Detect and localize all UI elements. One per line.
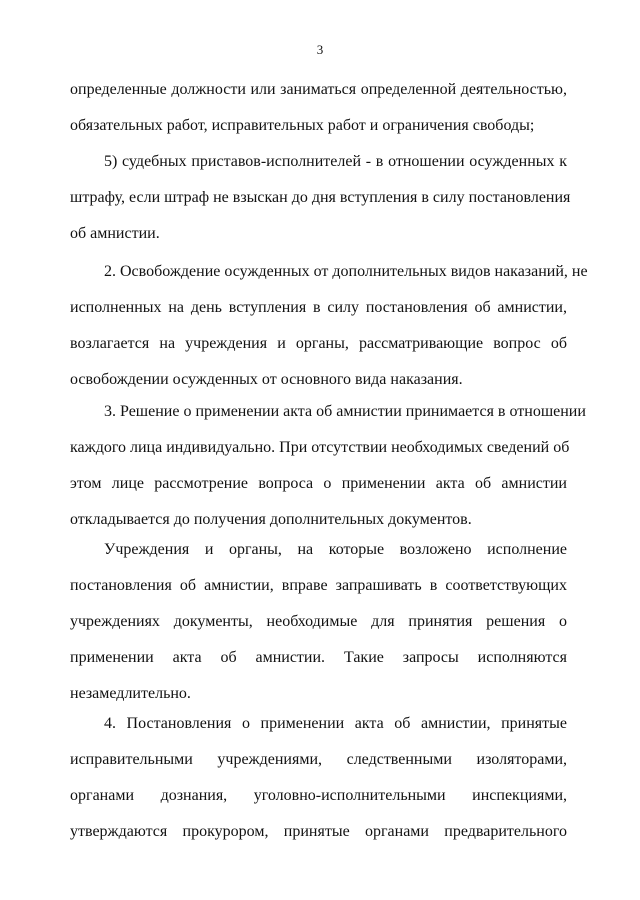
text-line: утверждаются прокурором, принятые органами предварительного [70, 823, 567, 840]
text-line: откладывается до получения дополнительных документов. [70, 511, 472, 528]
text-line: штрафу, если штраф не взыскан до дня вступления в силу постановления [70, 189, 571, 206]
text-line: определенные должности или заниматься определенной деятельностью, [70, 81, 567, 98]
text-line: исправительными учреждениями, следственными изоляторами, [70, 751, 567, 768]
text-line: освобождении осужденных от основного вида наказания. [70, 371, 463, 388]
text-line: исполненных на день вступления в силу постановления об амнистии, [70, 299, 567, 316]
text-line: возлагается на учреждения и органы, рассматривающие вопрос об [70, 335, 567, 352]
text-line: Учреждения и органы, на которые возложено исполнение [104, 541, 567, 558]
text-line: 3. Решение о применении акта об амнистии принимается в отношении [104, 403, 586, 420]
text-line: 5) судебных приставов-исполнителей - в отношении осужденных к [104, 153, 567, 170]
text-line: об амнистии. [70, 225, 160, 242]
text-line: применении акта об амнистии. Такие запросы исполняются [70, 649, 567, 666]
page-number: 3 [316, 42, 324, 57]
text-line: учреждениях документы, необходимые для принятия решения о [70, 613, 567, 630]
text-line: 2. Освобождение осужденных от дополнительных видов наказаний, не [104, 263, 588, 280]
text-line: незамедлительно. [70, 685, 191, 702]
text-line: постановления об амнистии, вправе запрашивать в соответствующих [70, 577, 567, 594]
text-line: 4. Постановления о применении акта об амнистии, принятые [104, 715, 567, 732]
text-line: органами дознания, уголовно-исполнительными инспекциями, [70, 787, 567, 804]
text-line: этом лице рассмотрение вопроса о применении акта об амнистии [70, 475, 567, 492]
text-line: обязательных работ, исправительных работ и ограничения свободы; [70, 117, 535, 134]
text-line: каждого лица индивидуально. При отсутствии необходимых сведений об [70, 439, 570, 456]
